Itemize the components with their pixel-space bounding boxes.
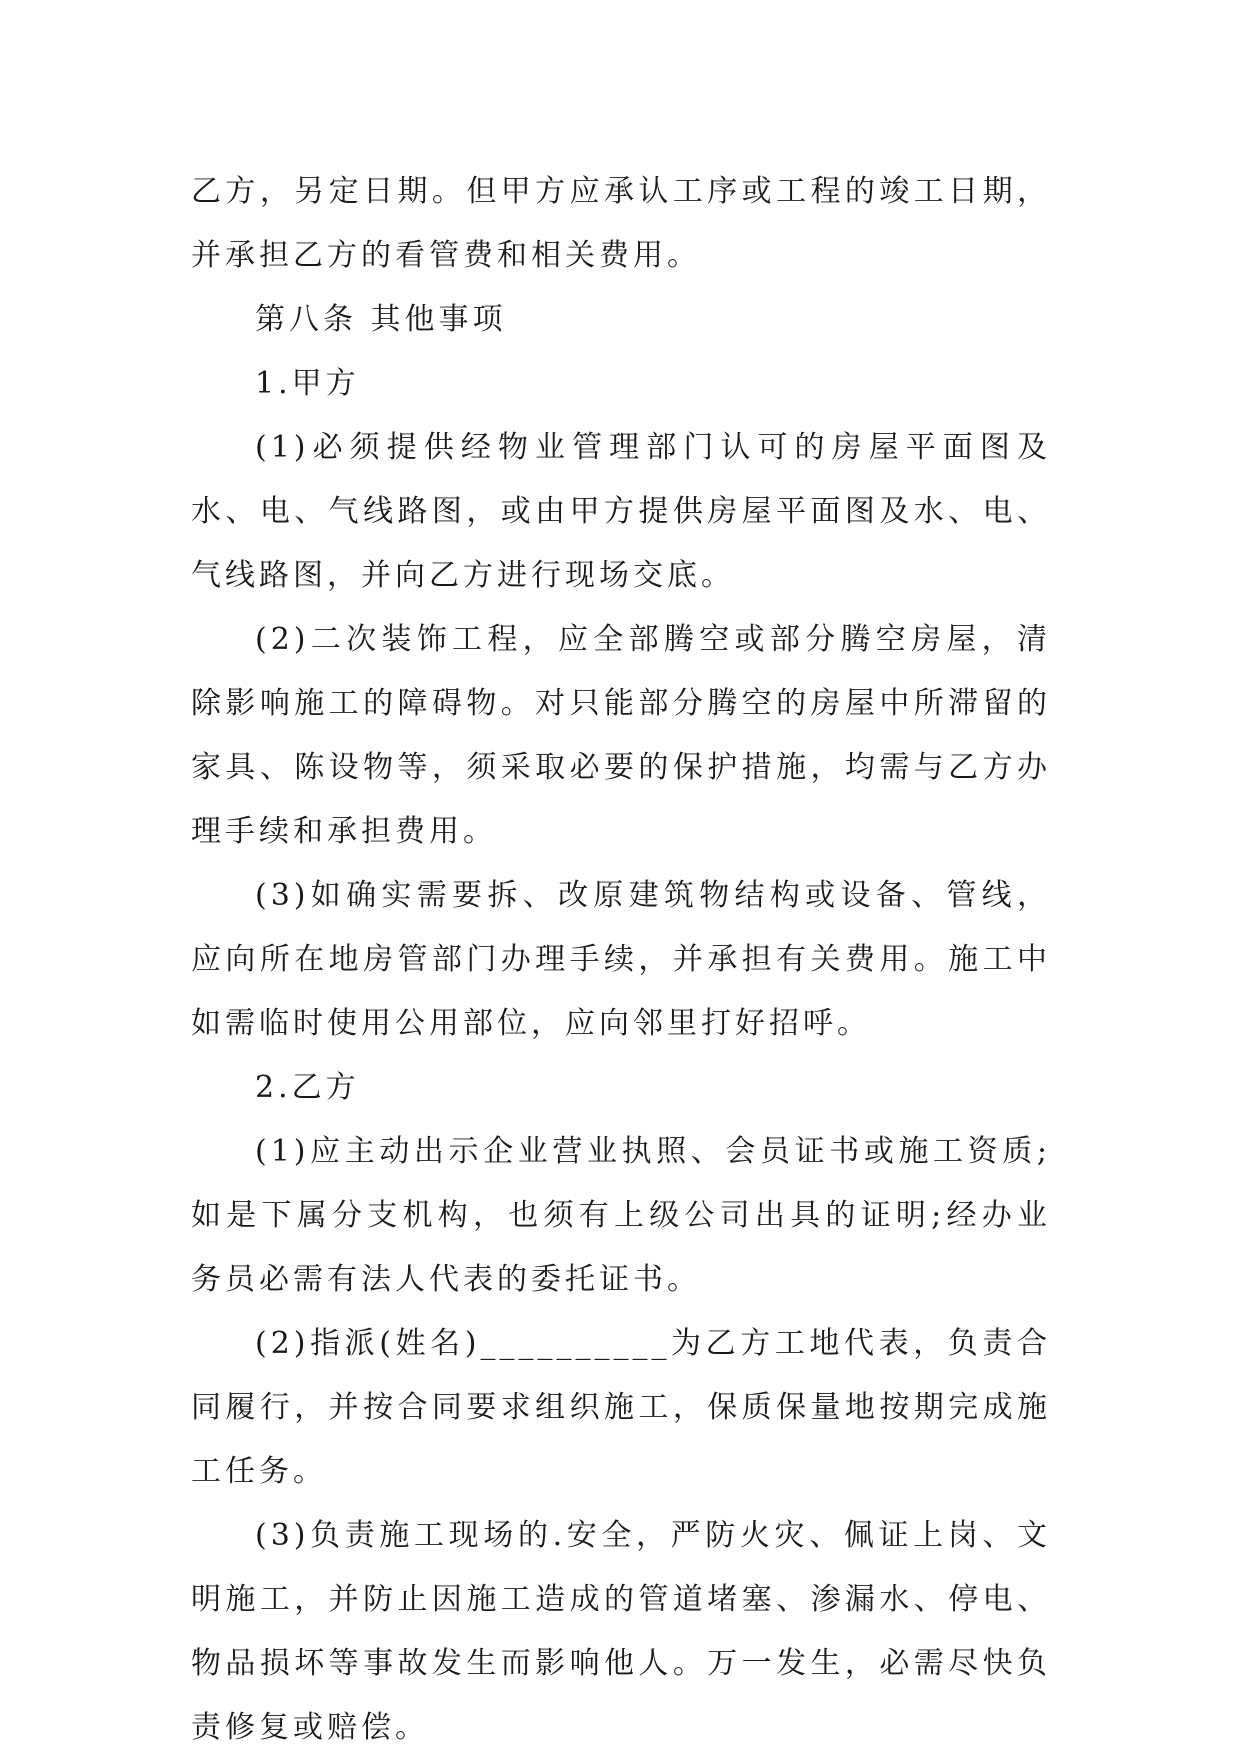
party-b-heading: 2.乙方 (255, 1070, 360, 1105)
article-8-heading: 第八条 其他事项 (255, 302, 507, 337)
party-a-item-3: (3)如确实需要拆、改原建筑物结构或设备、管线，应向所在地房管部门办理手续，并承担有关费用。施工中如需临时使用公用部位，应向邻里打好招呼。 (191, 878, 1051, 1041)
document-body (191, 160, 1051, 1760)
party-b-item-1: (1)应主动出示企业营业执照、会员证书或施工资质;如是下属分支机构，也须有上级公司出具的证明;经办业务员必需有法人代表的委托证书。 (191, 1134, 1051, 1297)
paragraph-continuation: 乙方，另定日期。但甲方应承认工序或工程的竣工日期，并承担乙方的看管费和相关费用。 (191, 174, 1051, 273)
party-b-item-2: (2)指派(姓名)__________为乙方工地代表，负责合同履行，并按合同要求组织施工，保质保量地按期完成施工任务。 (191, 1326, 1051, 1489)
party-b-item-3: (3)负责施工现场的.安全，严防火灾、佩证上岗、文明施工，并防止因施工造成的管道堵塞、渗漏水、停电、物品损坏等事故发生而影响他人。万一发生，必需尽快负责修复或赔偿。 (191, 1518, 1051, 1745)
party-a-heading: 1.甲方 (255, 366, 360, 401)
party-a-item-2: (2)二次装饰工程，应全部腾空或部分腾空房屋，清除影响施工的障碍物。对只能部分腾空的房屋中所滞留的家具、陈设物等，须采取必要的保护措施，均需与乙方办理手续和承担费用。 (191, 622, 1051, 849)
party-a-item-1: (1)必须提供经物业管理部门认可的房屋平面图及水、电、气线路图，或由甲方提供房屋平面图及水、电、气线路图，并向乙方进行现场交底。 (191, 430, 1051, 593)
